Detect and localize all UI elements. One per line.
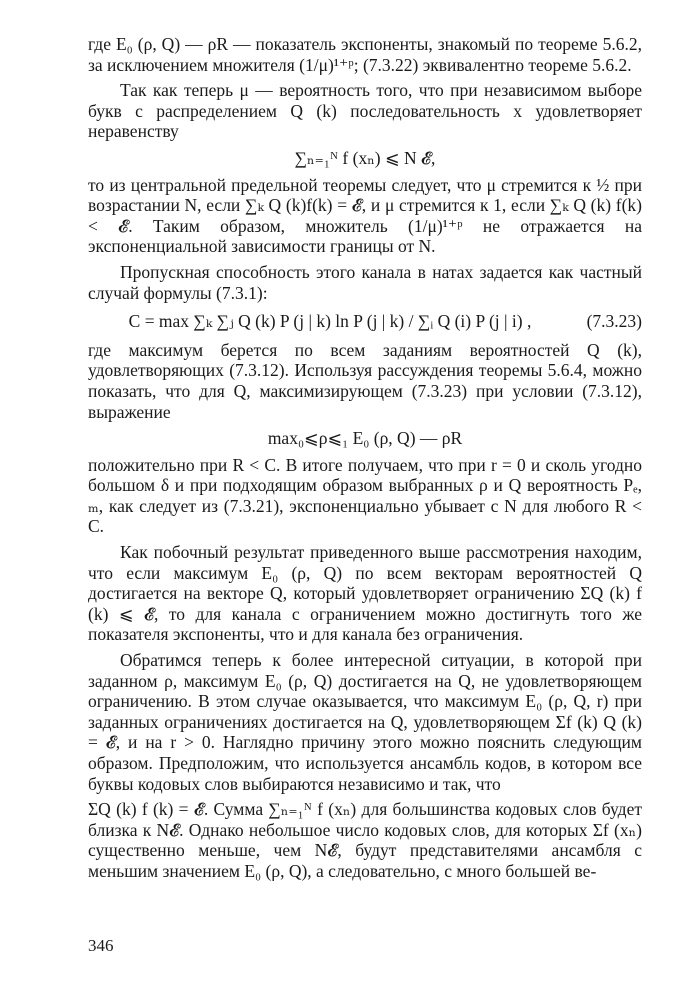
paragraph-6: положительно при R < C. В итоге получаем, что при r = 0 и сколь угодно большом δ и при подходящим образом выбранных ρ и Q вероятность Pₑ, ₘ, как следует из (7.3.21), экспоненциально убывает с N для любого R < C.: [88, 454, 642, 537]
equation-maxexpr: max₀⩽ρ⩽₁ E₀ (ρ, Q) — ρR: [267, 428, 463, 449]
capacity-formula: C = max ∑ₖ ∑ⱼ Q (k) P (j | k) ln P (j | k) / ∑ᵢ Q (i) P (j | i) ,: [128, 311, 532, 332]
paragraph-5: где максимум берется по всем заданиям вероятностей Q (k), удовлетворяющих (7.3.12). Используя рассуждения теоремы 5.6.4, можно показать, что для Q, максимизирующем (7.3.23) при условии (7.3.12), выражение: [88, 339, 642, 422]
paragraph-9: ΣQ (k) f (k) = 𝓔. Сумма ∑ₙ₌₁ᴺ f (xₙ) для большинства кодовых слов будет близка к N𝓔. Однако небольшое число кодовых слов, для которых Σf (xₙ) существенно меньше, чем N𝓔, будут представителями ансамбля с меньшим значением E₀ (ρ, Q), а следовательно, с много большей ве-: [88, 799, 642, 881]
equation-number: (7.3.23): [586, 311, 642, 332]
page-number: 346: [88, 936, 114, 955]
paragraph-1: где E₀ (ρ, Q) — ρR — показатель экспоненты, знакомый по теореме 5.6.2, за исключением множителя (1/μ)¹⁺ᵖ; (7.3.22) эквивалентно теореме 5.6.2.: [88, 34, 642, 75]
paragraph-8: Обратимся теперь к более интересной ситуации, в которой при заданном ρ, максимум E₀ (ρ, Q) достигается на Q, не удовлетворяющем ограничению. В этом случае оказывается, что максимум E₀ (ρ, Q, r) при заданных ограничениях достигается на Q, удовлетворяющем Σf (k) Q (k) = 𝓔, и на r > 0. Наглядно причину этого можно пояснить следующим образом. Предположим, что используется ансамбль кодов, в котором все буквы кодовых слов выбираются независимо и так, что: [88, 650, 642, 794]
page-body: [88, 34, 642, 882]
paragraph-4: Пропускная способность этого канала в натах задается как частный случай формулы (7.3.1):: [88, 261, 642, 303]
equation-capacity: [88, 311, 642, 332]
paragraph-7: Как побочный результат приведенного выше рассмотрения находим, что если максимум E₀ (ρ, Q) по всем векторам вероятностей Q достигается на векторе Q, который удовлетворяет ограничению ΣQ (k) f (k) ⩽ 𝓔, то для канала с ограничением можно достигнуть того же показателя экспоненты, что и для канала без ограничения.: [88, 542, 642, 645]
paragraph-3: то из центральной предельной теоремы следует, что μ стремится к ½ при возрастании N, если ∑ₖ Q (k)f(k) = 𝓔, и μ стремится к 1, если ∑ₖ Q (k) f(k) < 𝓔. Таким образом, множитель (1/μ)¹⁺ᵖ не отражается на экспоненциальной зависимости границы от N.: [88, 174, 642, 257]
equation-ineq: ∑ₙ₌₁ᴺ f (xₙ) ⩽ N 𝓔,: [294, 147, 436, 168]
paragraph-2: Так как теперь μ — вероятность того, что при независимом выборе букв с распределением Q (k) последовательность x удовлетворяет неравенству: [88, 80, 642, 142]
